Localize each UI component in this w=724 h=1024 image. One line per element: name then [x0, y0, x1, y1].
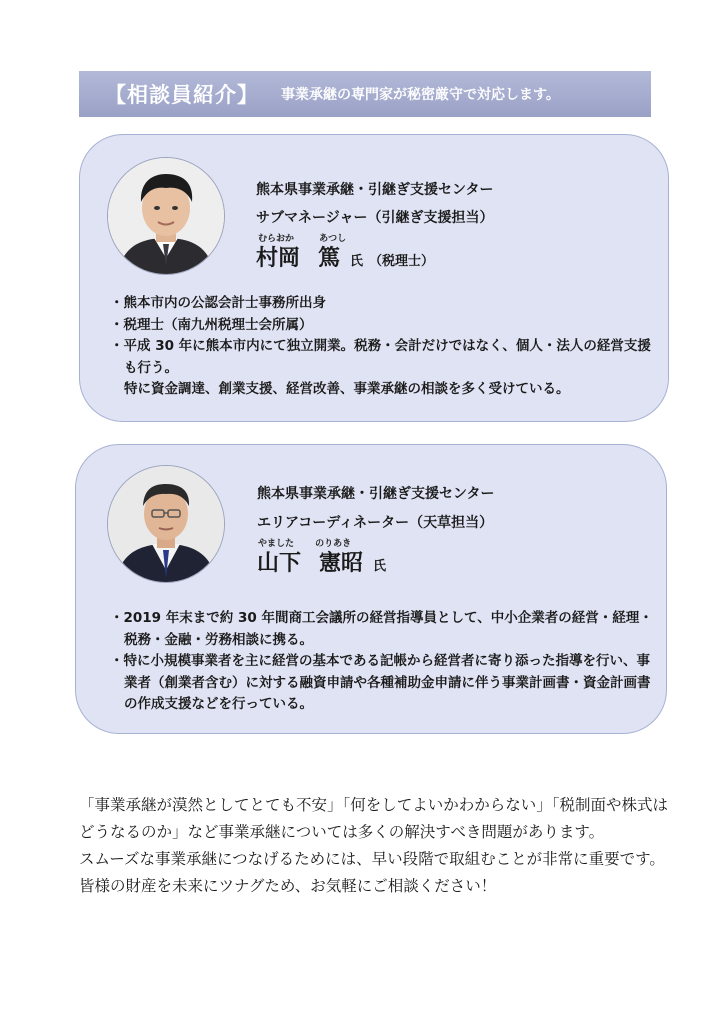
bio-item: ・平成 30 年に熊本市内にて独立開業。税務・会計だけではなく、個人・法人の経営支援も行う。 — [110, 338, 651, 376]
advisor-given-name: 篤 — [318, 246, 341, 271]
bio-item: ・税理士（南九州税理士会所属） — [110, 316, 313, 333]
closing-message — [79, 792, 679, 900]
advisor-bio-list — [110, 293, 655, 401]
advisor-given-name: 憲昭 — [319, 551, 364, 576]
section-title: 【相談員紹介】 — [105, 83, 259, 107]
ruby-family-name: やました — [258, 539, 295, 549]
advisor-bio-list — [110, 608, 655, 716]
advisor-name-row — [257, 546, 386, 577]
advisor-card-yamashita — [75, 444, 667, 734]
person-portrait-icon — [108, 158, 224, 274]
ruby-given-name: あつし — [319, 234, 347, 244]
bio-item: 特に資金調達、創業支援、経営改善、事業承継の相談を多く受けている。 — [124, 381, 570, 397]
advisor-name-row — [256, 241, 434, 272]
advisor-qualification: （税理士） — [369, 254, 435, 269]
bio-item: ・熊本市内の公認会計士事務所出身 — [110, 295, 326, 311]
closing-paragraph: スムーズな事業承継につなげるためには、早い段階で取組むことが非常に重要です。 — [79, 850, 665, 868]
advisor-family-name: 山下 — [257, 551, 302, 576]
advisor-role: サブマネージャー（引継ぎ支援担当） — [256, 210, 494, 226]
advisor-photo-yamashita — [107, 465, 225, 583]
advisor-honorific: 氏 — [350, 254, 364, 269]
section-header-bar — [79, 71, 651, 117]
advisor-organization: 熊本県事業承継・引継ぎ支援センター — [256, 182, 494, 198]
advisor-family-name: 村岡 — [256, 246, 301, 271]
ruby-family-name: むらおか — [258, 234, 295, 244]
advisor-card-muraoka — [79, 134, 669, 422]
advisor-role: エリアコーディネーター（天草担当） — [257, 515, 494, 531]
bio-item: ・2019 年末まで約 30 年間商工会議所の経営指導員として、中小企業者の経営・経理・税務・金融・労務相談に携る。 — [110, 610, 653, 648]
person-portrait-icon — [108, 466, 224, 582]
advisor-organization: 熊本県事業承継・引継ぎ支援センター — [257, 486, 495, 502]
ruby-given-name: のりあき — [315, 539, 352, 549]
closing-paragraph: 「事業承継が漠然としてとても不安」「何をしてよいかわからない」「税制面や株式はどうなるのか」など事業承継については多くの解決すべき問題があります。 — [79, 796, 669, 841]
section-subtitle: 事業承継の専門家が秘密厳守で対応します。 — [281, 87, 560, 103]
advisor-honorific: 氏 — [373, 559, 387, 574]
closing-paragraph: 皆様の財産を未来にツナグため、お気軽にご相談ください！ — [79, 877, 497, 895]
advisor-photo-muraoka — [107, 157, 225, 275]
bio-item: ・特に小規模事業者を主に経営の基本である記帳から経営者に寄り添った指導を行い、事業者（創業者含む）に対する融資申請や各種補助金申請に伴う事業計画書・資金計画書の作成支援などを行っている。 — [110, 653, 651, 712]
